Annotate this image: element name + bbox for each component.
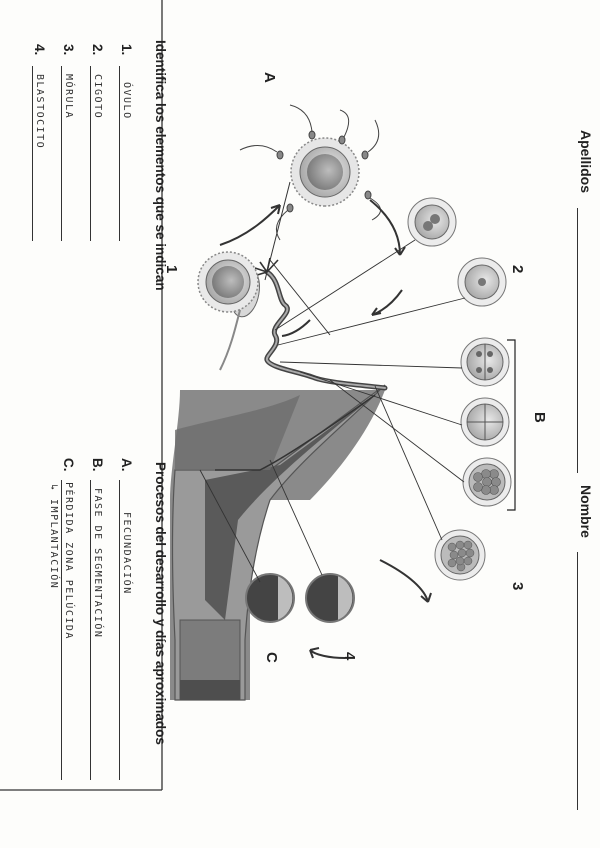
process-c-letter: C. — [61, 458, 76, 472]
label-c: C — [263, 652, 280, 663]
num-4: 4 — [341, 652, 358, 661]
morula — [435, 530, 485, 580]
num-3: 3 — [509, 582, 526, 591]
element-2-answer[interactable]: CIGOTO — [92, 74, 103, 120]
element-2-number: 2. — [90, 44, 105, 56]
process-c-answer[interactable]: PÉRDIDA ZONA PELÚCIDA — [63, 482, 74, 640]
element-3-line[interactable] — [61, 66, 62, 241]
process-b-letter: B. — [90, 458, 105, 472]
label-b: B — [531, 412, 548, 423]
num-1: 1 — [163, 265, 180, 274]
four-cell-stage — [461, 398, 509, 446]
two-cell-stage — [461, 338, 509, 386]
element-4-number: 4. — [32, 44, 47, 56]
nombre-label: Nombre — [578, 485, 594, 538]
apellidos-label: Apellidos — [578, 130, 594, 194]
element-1-answer[interactable]: ÓVULO — [121, 82, 132, 120]
process-c-line[interactable] — [61, 480, 62, 780]
zygote-2cell — [408, 198, 456, 246]
zygote — [458, 258, 506, 306]
ovum — [198, 252, 258, 312]
process-b-line[interactable] — [90, 480, 91, 780]
element-4-line[interactable] — [32, 66, 33, 241]
num-2: 2 — [509, 265, 526, 274]
elements-section-title: Identifica los elementos que se indican — [153, 40, 168, 291]
fertilization-ovum — [240, 105, 381, 240]
blastocyst — [306, 574, 354, 622]
process-a-line[interactable] — [119, 480, 120, 780]
process-b-answer[interactable]: FASE DE SEGMENTACIÓN — [92, 488, 103, 639]
label-a: A — [261, 72, 278, 83]
implanting-blastocyst — [246, 574, 294, 622]
element-1-line[interactable] — [119, 66, 120, 241]
element-1-number: 1. — [119, 44, 134, 56]
element-3-number: 3. — [61, 44, 76, 56]
element-3-answer[interactable]: MÓRULA — [63, 74, 74, 120]
process-a-letter: A. — [119, 458, 134, 472]
element-4-answer[interactable]: BLASTOCITO — [34, 74, 45, 150]
process-c-answer-continued[interactable]: ↳ IMPLANTACIÓN — [48, 484, 59, 590]
processes-section-title: Procesos del desarrollo y días aproximados — [153, 462, 168, 745]
process-a-answer[interactable]: FECUNDACIÓN — [121, 512, 132, 595]
element-2-line[interactable] — [90, 66, 91, 241]
eight-cell-stage — [463, 458, 511, 506]
